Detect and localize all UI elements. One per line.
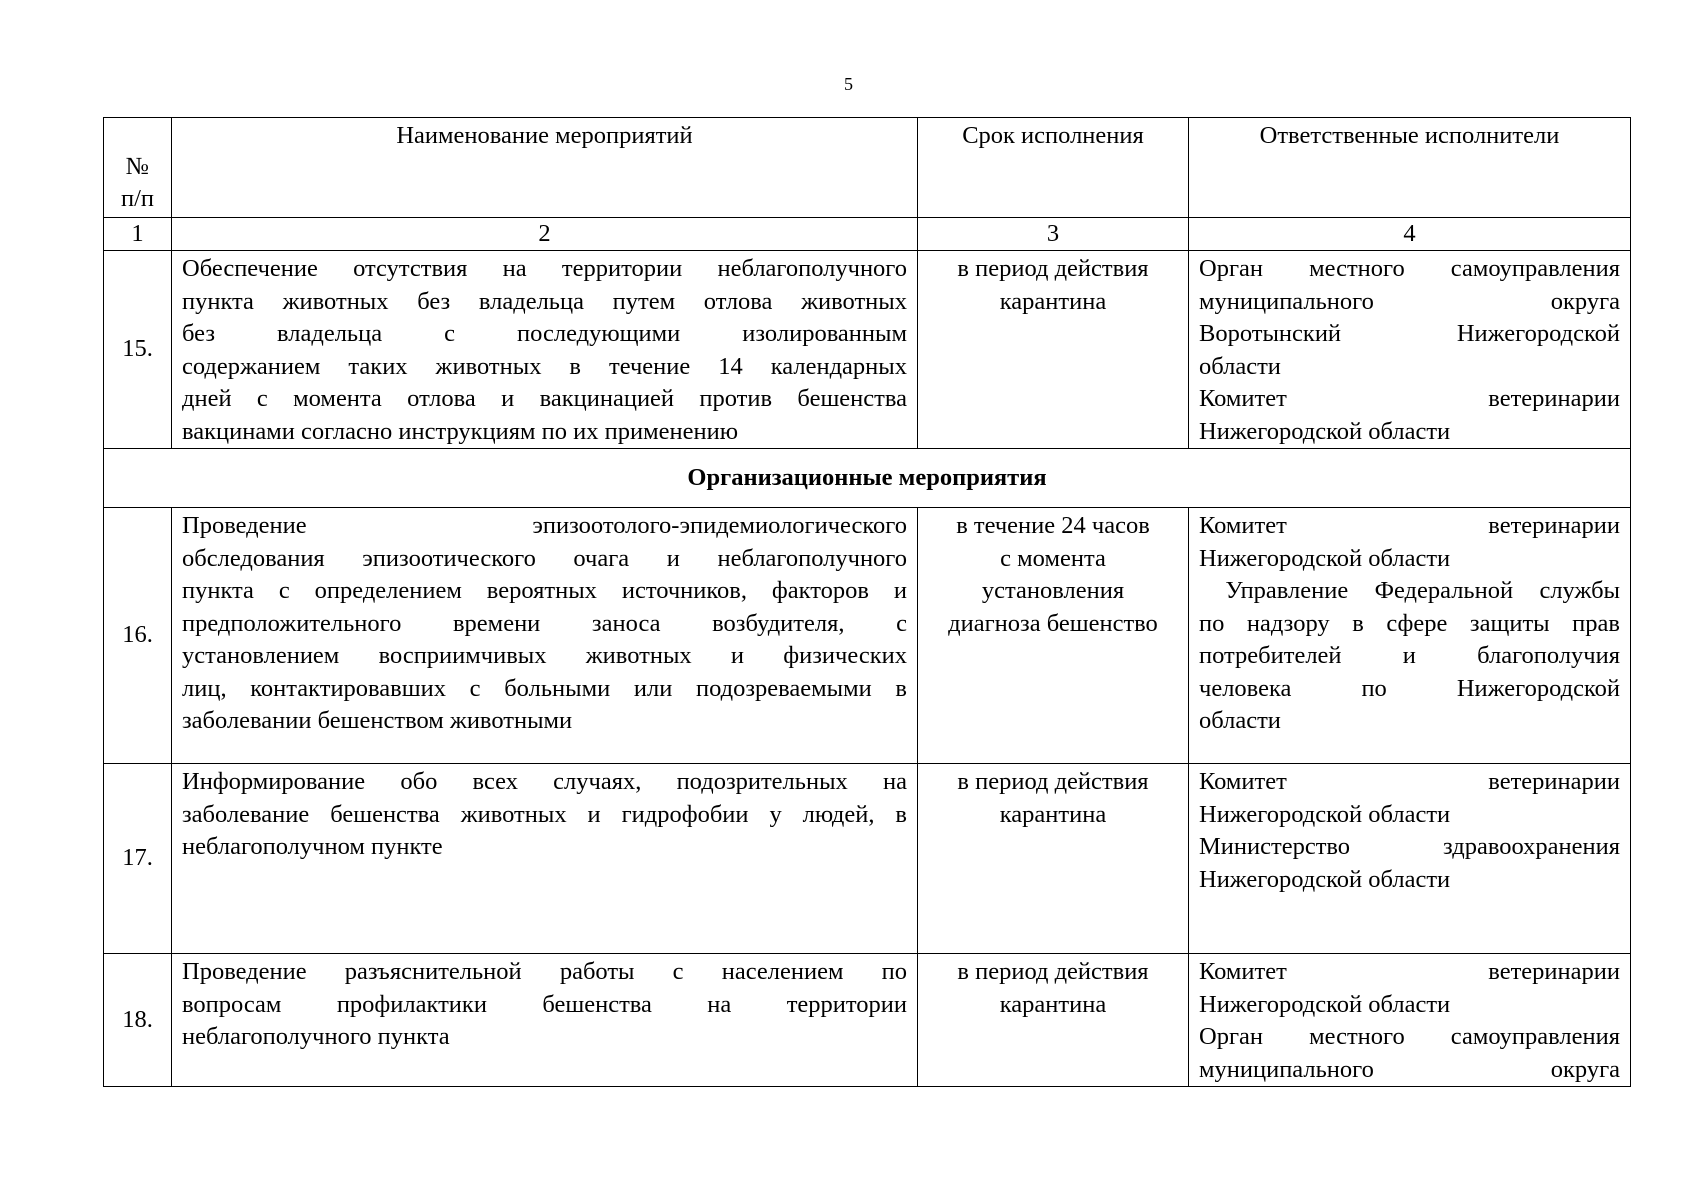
text-line: Орган местного самоуправления (1199, 1023, 1620, 1050)
table-header-row (104, 118, 1631, 218)
deadline (918, 251, 1189, 449)
text-line: по надзору в сфере защиты прав (1199, 609, 1620, 637)
text-line: муниципального округа (1199, 1055, 1620, 1083)
text-line: без владельца с последующими изолированным (182, 320, 907, 347)
text-line: вакцинами согласно инструкциям по их применению (182, 417, 738, 445)
table-row (104, 764, 1631, 954)
column-number: 4 (1189, 218, 1631, 251)
text-line: человека по Нижегородской (1199, 674, 1620, 702)
column-number-row (104, 218, 1631, 251)
row-number: 16. (104, 508, 172, 764)
column-number: 1 (104, 218, 172, 251)
text-line: неблагополучного пункта (182, 1023, 450, 1050)
text-line: неблагополучном пункте (182, 833, 443, 860)
text-line: Проведение разъяснительной работы с населением по (182, 958, 907, 985)
responsible (1189, 764, 1631, 954)
text-line: Орган местного самоуправления (1199, 255, 1620, 282)
measure-name (172, 764, 918, 954)
text-line: установления (981, 577, 1125, 604)
text-line: в течение 24 часов (956, 512, 1150, 539)
text-line: карантина (999, 990, 1107, 1018)
measure-name (172, 954, 918, 1087)
text-line: Нижегородской области (1199, 865, 1451, 893)
text-line: области (1199, 707, 1281, 734)
text-line: заболевании бешенством животными (182, 707, 573, 734)
text-line: Нижегородской области (1199, 990, 1451, 1018)
text-line: пункта с определением вероятных источников, факторов и (182, 577, 907, 604)
text-line: заболевание бешенства животных и гидрофобии у людей, в (182, 800, 907, 828)
row-number: 15. (104, 251, 172, 449)
section-title: Организационные мероприятия (104, 449, 1631, 508)
text-line: потребителей и благополучия (1199, 642, 1620, 669)
text-line: с момента (1000, 544, 1106, 572)
measure-name (172, 508, 918, 764)
measure-name (172, 251, 918, 449)
text-line: Нижегородской области (1199, 417, 1451, 445)
text-line: установлением восприимчивых животных и физических (182, 642, 907, 669)
text-line: Информирование обо всех случаях, подозрительных на (182, 768, 907, 795)
text-line: карантина (999, 800, 1107, 828)
responsible (1189, 251, 1631, 449)
text-line: карантина (999, 287, 1107, 315)
table-row (104, 251, 1631, 449)
responsible (1189, 954, 1631, 1087)
measures-table (103, 117, 1631, 1087)
row-number: 17. (104, 764, 172, 954)
header-responsible: Ответственные исполнители (1189, 118, 1631, 218)
text-line: муниципального округа (1199, 287, 1620, 315)
text-line: обследования эпизоотического очага и неблагополучного (182, 544, 907, 572)
table-row (104, 508, 1631, 764)
text-line: пункта животных без владельца путем отлова животных (182, 287, 907, 315)
text-line: Обеспечение отсутствия на территории неблагополучного (182, 255, 907, 282)
deadline (918, 954, 1189, 1087)
deadline (918, 764, 1189, 954)
text-line: Нижегородской области (1199, 800, 1451, 828)
text-line: Проведение эпизоотолого-эпидемиологического (182, 512, 907, 539)
text-line: Комитет ветеринарии (1199, 512, 1620, 539)
text-line: вопросам профилактики бешенства на территории (182, 990, 907, 1018)
header-name: Наименование мероприятий (172, 118, 918, 218)
text-line: предположительного времени заноса возбудителя, с (182, 609, 907, 637)
text-line: в период действия (957, 958, 1149, 985)
header-deadline: Срок исполнения (918, 118, 1189, 218)
text-line: Комитет ветеринарии (1199, 958, 1620, 985)
text-line: Комитет ветеринарии (1199, 385, 1620, 412)
deadline (918, 508, 1189, 764)
text-line: в период действия (957, 255, 1149, 282)
row-number: 18. (104, 954, 172, 1087)
text-line: в период действия (957, 768, 1149, 795)
text-line: Управление Федеральной службы (1199, 577, 1620, 604)
text-line: Комитет ветеринарии (1199, 768, 1620, 795)
text-line: Воротынский Нижегородской (1199, 320, 1620, 347)
responsible (1189, 508, 1631, 764)
table-row (104, 954, 1631, 1087)
column-number: 3 (918, 218, 1189, 251)
text-line: Министерство здравоохранения (1199, 833, 1620, 860)
column-number: 2 (172, 218, 918, 251)
text-line: диагноза бешенство (948, 609, 1158, 637)
text-line: содержанием таких животных в течение 14 календарных (182, 352, 907, 380)
section-row (104, 449, 1631, 508)
text-line: лиц, контактировавших с больными или подозреваемыми в (182, 674, 907, 702)
page-number: 5 (844, 74, 853, 94)
header-num-label: № п/п (120, 153, 155, 212)
text-line: области (1199, 352, 1281, 380)
text-line: дней с момента отлова и вакцинацией против бешенства (182, 385, 907, 412)
text-line: Нижегородской области (1199, 544, 1451, 572)
header-num (104, 118, 172, 218)
